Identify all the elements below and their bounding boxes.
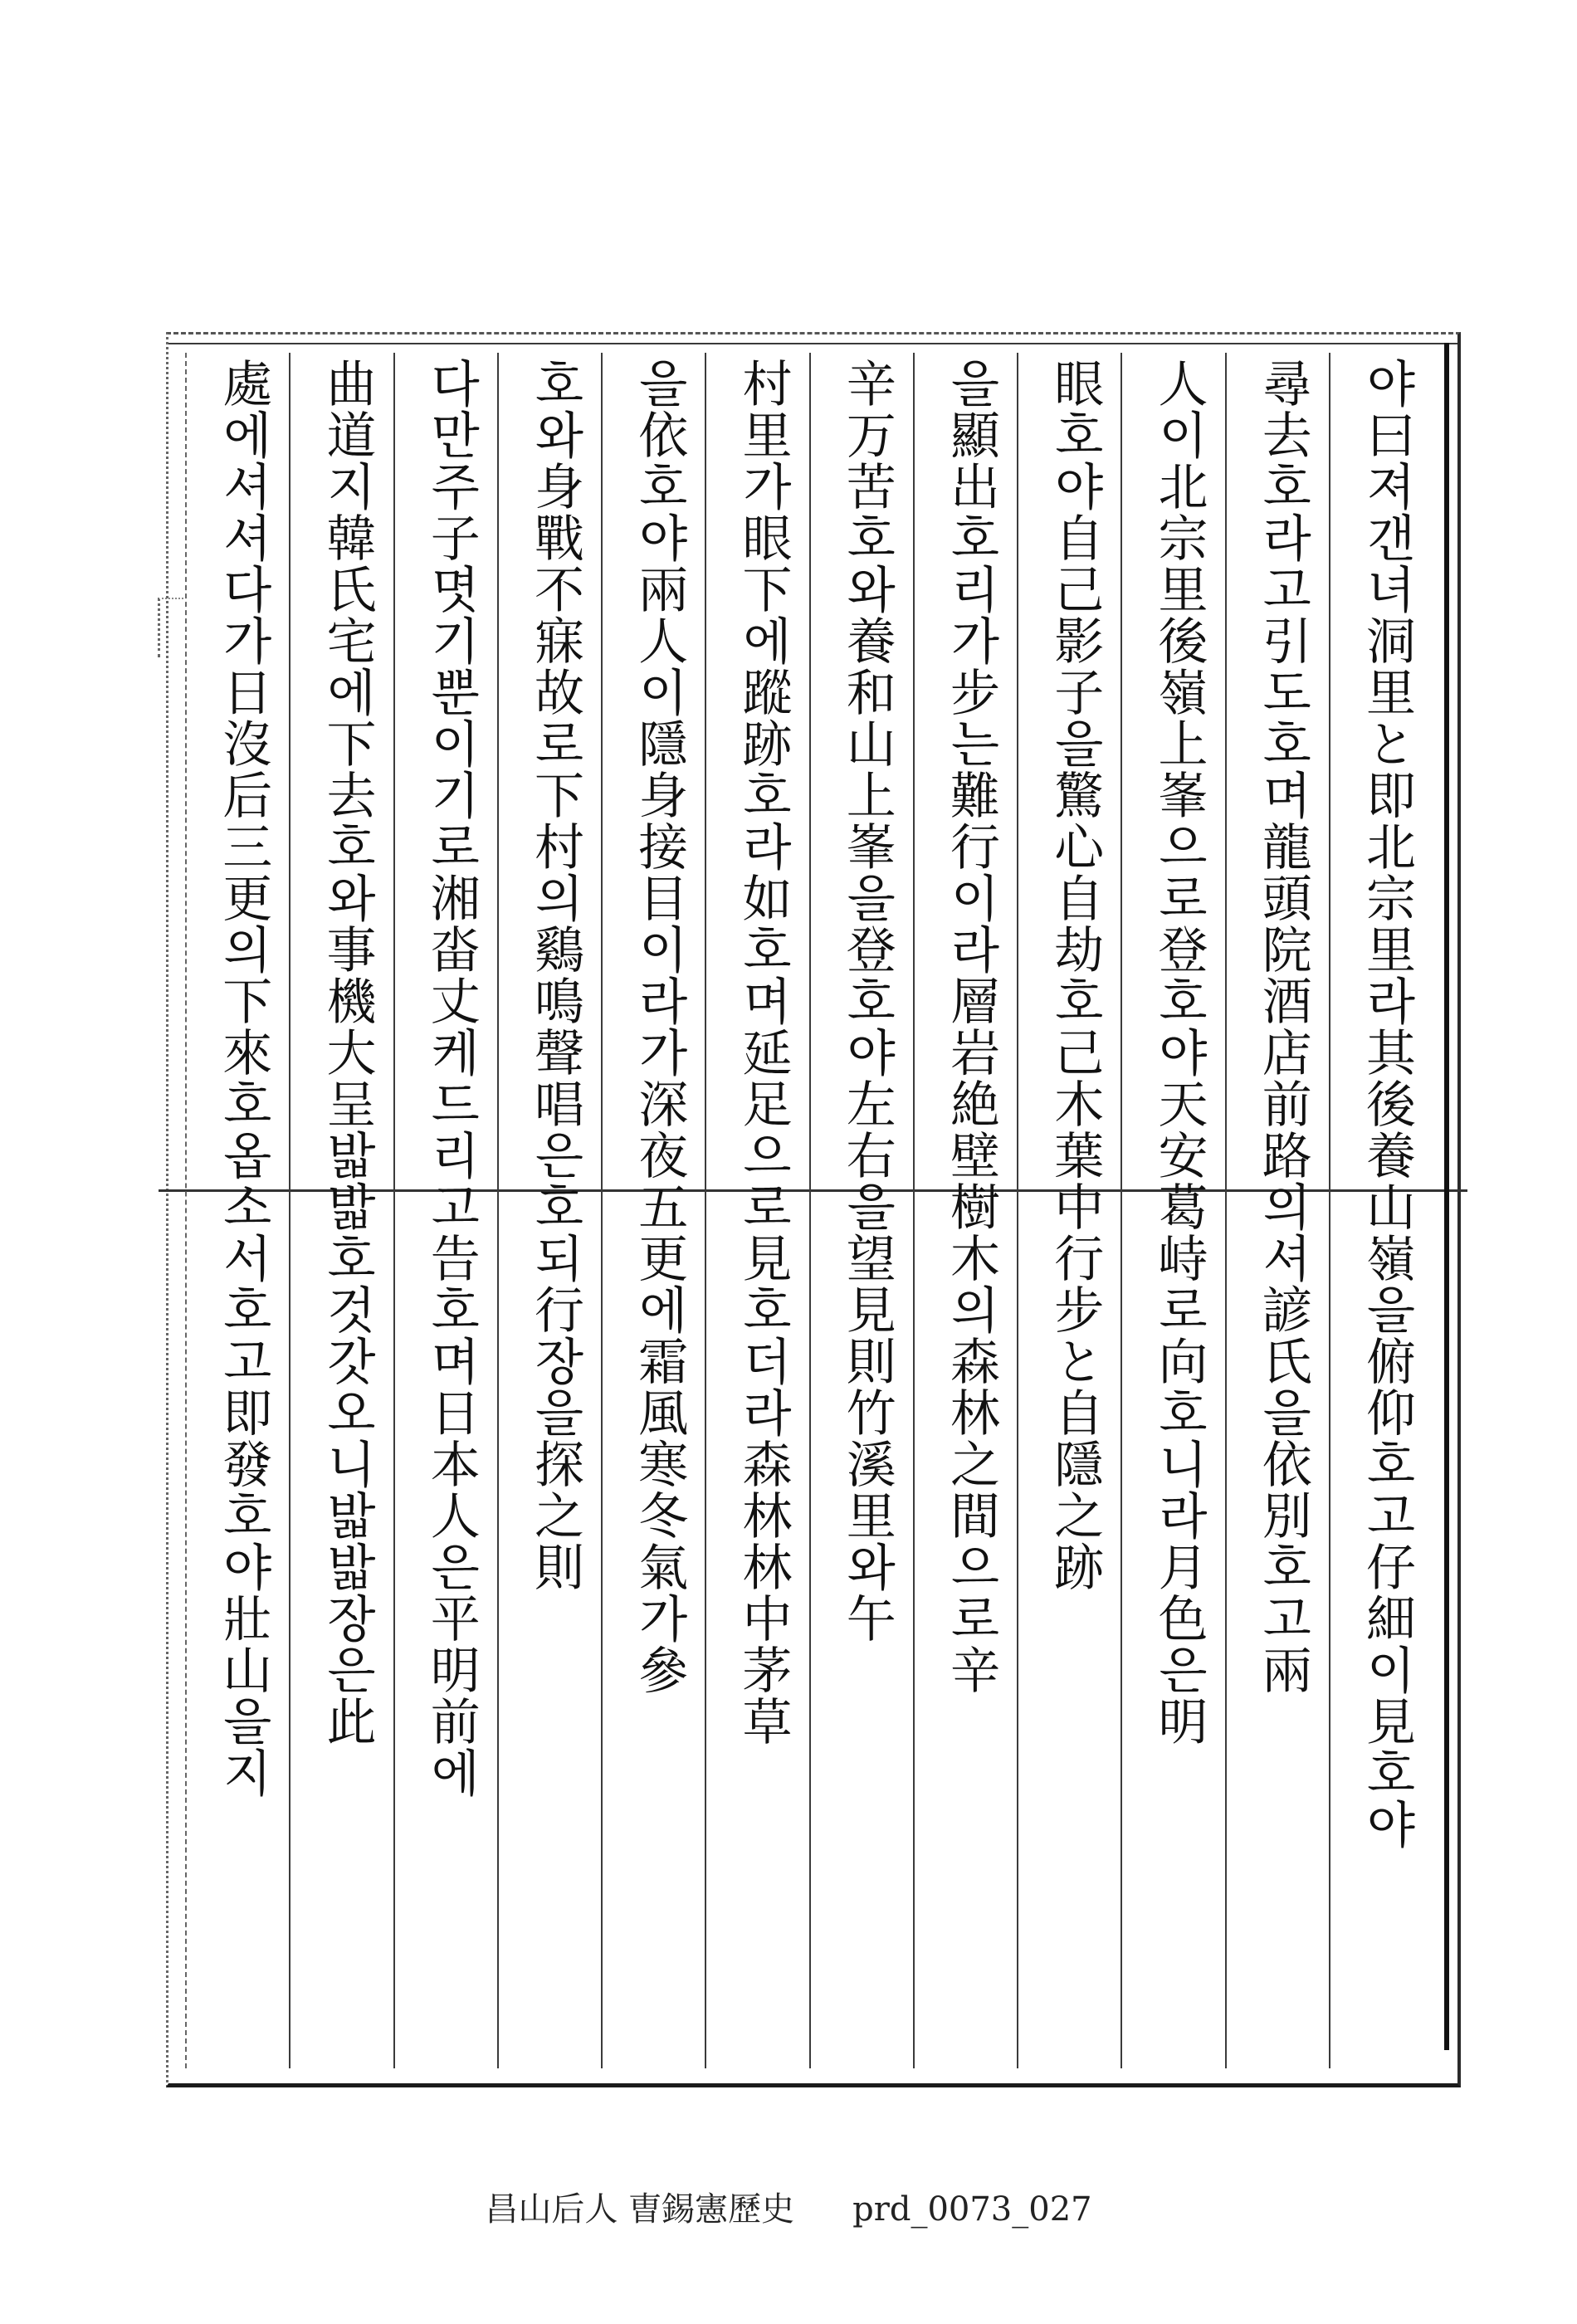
caption-code: prd_0073_027 [852, 2190, 1092, 2229]
text-column-11: 曲道지韓氏宅에下去호와事機大呈밟밟호것갓오니밟밟장은此 [289, 353, 393, 2068]
text-column-9: 호와身戰不寐故로下村의鷄鳴聲唱은호되行장을探之則 [497, 353, 601, 2068]
text-column-5: 을顯出호리가步는難行이라層岩絶壁樹木의森林之間으로辛 [913, 353, 1017, 2068]
manuscript-columns [185, 353, 1433, 2068]
caption-title: 昌山后人 曺錫憲歷史 [485, 2190, 795, 2229]
text-column-12: 處에셔셔다가日沒后三更의下來호옵소서호고即發호야壯山을지 [185, 353, 289, 2068]
text-column-7: 村里가眼下에蹤跡호라如호며延足으로見호더라森林林中茅草 [705, 353, 808, 2068]
text-column-10: 다만주子몃기뿐이기로湘畓丈케드리고告호며日本人은平明前에 [393, 353, 497, 2068]
frame-right-rule [1444, 343, 1449, 2050]
frame-top-rule [168, 343, 1457, 344]
text-column-6: 辛万苦호와養和山上峯을登호야左右을望見則竹溪里와午 [809, 353, 913, 2068]
text-column-1: 야曰져갠녀洞里と即北宗里라其後養山嶺을俯仰호고仔細이見호야 [1329, 353, 1433, 2068]
text-column-2: 尋去호라고引도호며龍頭院酒店前路의셔諺氏을依別호고兩 [1225, 353, 1329, 2068]
text-column-4: 眼호야自己影子을驚心自劫호己木葉中行步と自隱之跡 [1017, 353, 1120, 2068]
text-column-8: 을依호야兩人이隱身接目이라가深夜五更에霜風寒冬氣가參 [601, 353, 705, 2068]
text-column-3: 人이北宗里後嶺上峯으로登호야天安葛峙로向호니라月色은明 [1120, 353, 1224, 2068]
manuscript-frame [166, 332, 1461, 2087]
page-caption [0, 2183, 1577, 2230]
